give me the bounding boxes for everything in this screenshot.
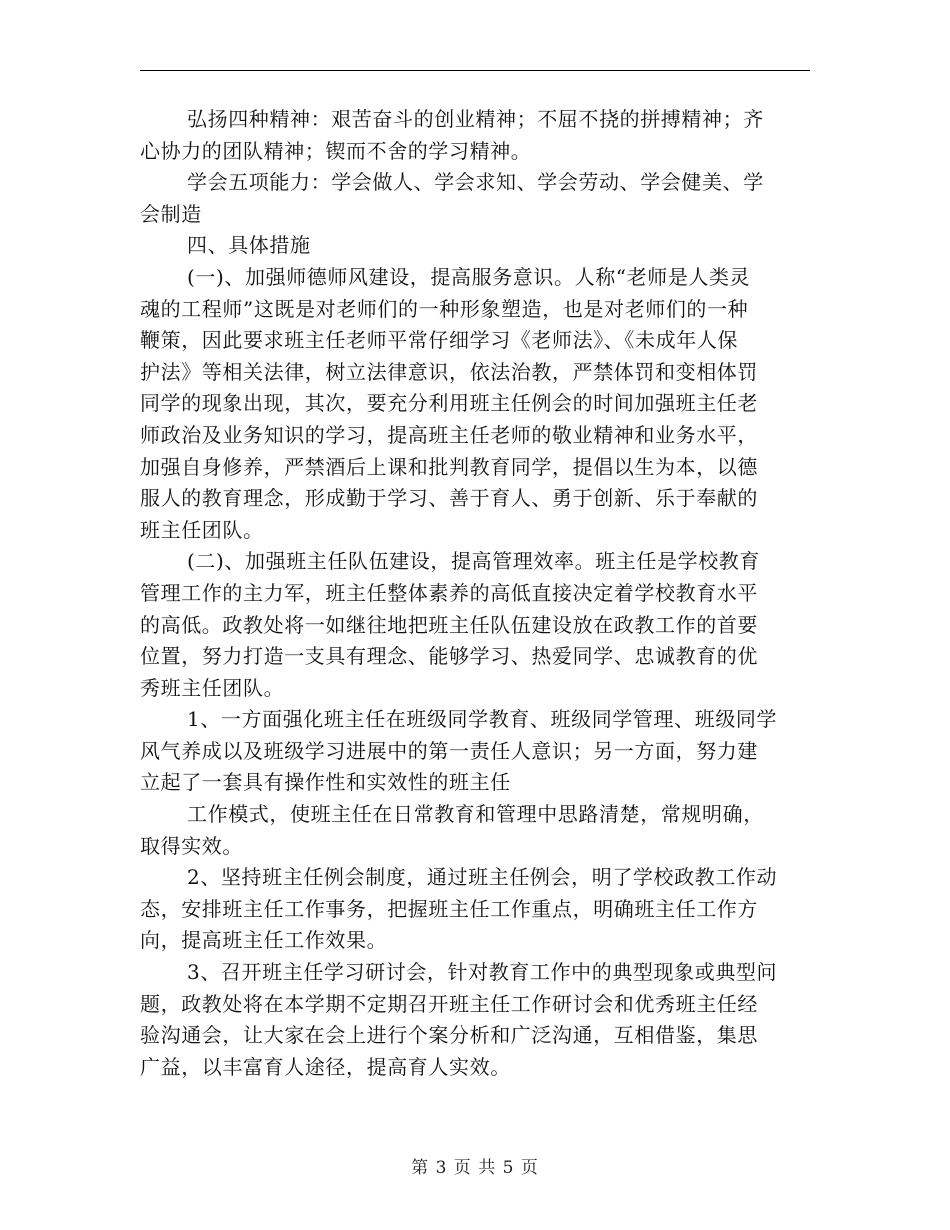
- text-line: 3、召开班主任学习研讨会，针对教育工作中的典型现象或典型问: [187, 960, 778, 985]
- text-line: 同学的现象出现，其次，要充分利用班主任例会的时间加强班主任老: [140, 391, 758, 416]
- text-line: 班主任团队。: [140, 517, 264, 542]
- text-line: 2、坚持班主任例会制度，通过班主任例会，明了学校政教工作动: [187, 865, 778, 890]
- text-line: 的高低。政教处将一如继往地把班主任队伍建设放在政教工作的首要: [140, 612, 758, 637]
- text-line: 风气养成以及班级学习进展中的第一责任人意识；另一方面，努力建: [140, 738, 758, 763]
- text-line: 心协力的团队精神；锲而不舍的学习精神。: [140, 138, 532, 163]
- text-line: 师政治及业务知识的学习，提高班主任老师的敬业精神和业务水平，: [140, 422, 758, 447]
- text-line: 弘扬四种精神：艰苦奋斗的创业精神；不屈不挠的拼搏精神；齐: [187, 107, 764, 131]
- text-line: 会制造: [140, 201, 202, 226]
- text-line: 态，安排班主任工作事务，把握班主任工作重点，明确班主任工作方: [140, 896, 758, 921]
- text-line: 鞭策，因此要求班主任老师平常仔细学习《老师法》、《未成年人保: [140, 328, 738, 353]
- text-line: 取得实效。: [140, 833, 243, 858]
- text-line: 秀班主任团队。: [140, 675, 285, 700]
- page-number: 第 3 页 共 5 页: [411, 1158, 539, 1178]
- text-line: 验沟通会，让大家在会上进行个案分析和广泛沟通，互相借鉴，集思: [140, 1023, 758, 1048]
- text-line: 向，提高班主任工作效果。: [140, 928, 388, 953]
- text-line: 魂的工程师”这既是对老师们的一种形象塑造，也是对老师们的一种: [140, 296, 749, 321]
- text-line: 护法》等相关法律，树立法律意识，依法治教，严禁体罚和变相体罚: [140, 359, 758, 384]
- text-line: (一)、加强师德师风建设，提高服务意识。人称“老师是人类灵: [187, 264, 751, 289]
- text-line: 题，政教处将在本学期不定期召开班主任工作研讨会和优秀班主任经: [140, 991, 758, 1016]
- text-line: 广益，以丰富育人途径，提高育人实效。: [140, 1054, 511, 1079]
- text-line: (二)、加强班主任队伍建设，提高管理效率。班主任是学校教育: [187, 549, 761, 574]
- text-line: 管理工作的主力军，班主任整体素养的高低直接决定着学校教育水平: [140, 580, 758, 605]
- body-text: [140, 104, 810, 1083]
- text-line: 服人的教育理念，形成勤于学习、善于育人、勇于创新、乐于奉献的: [140, 486, 758, 511]
- header-rule: [140, 70, 810, 71]
- text-line: 1、一方面强化班主任在班级同学教育、班级同学管理、班级同学: [187, 707, 778, 732]
- text-line: 四、具体措施: [187, 233, 311, 258]
- text-line: 加强自身修养，严禁酒后上课和批判教育同学，提倡以生为本，以德: [140, 454, 758, 479]
- text-line: 立起了一套具有操作性和实效性的班主任: [140, 770, 511, 795]
- text-line: 位置，努力打造一支具有理念、能够学习、热爱同学、忠诚教育的优: [140, 644, 758, 669]
- text-line: 学会五项能力：学会做人、学会求知、学会劳动、学会健美、学: [187, 170, 764, 195]
- text-line: 工作模式，使班主任在日常教育和管理中思路清楚，常规明确，: [187, 802, 764, 827]
